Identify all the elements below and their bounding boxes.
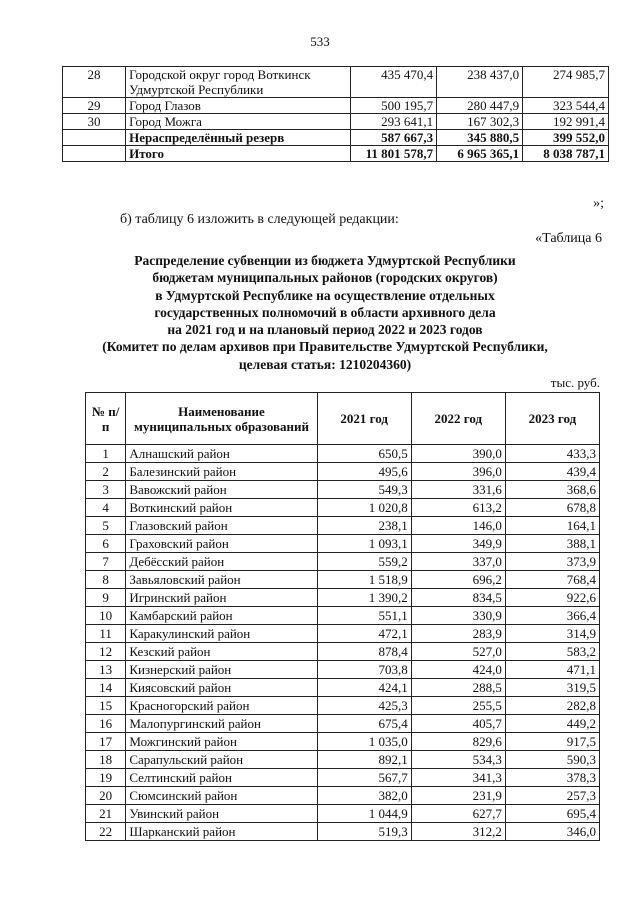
row-value-2022: 288,5: [411, 679, 505, 697]
row-value-2023: 373,9: [505, 553, 599, 571]
table-row: [86, 553, 600, 571]
row-name: Балезинский район: [126, 463, 317, 481]
row-value-2023: 282,8: [505, 697, 599, 715]
top-table-row: [63, 114, 609, 130]
row-value-2022: 312,2: [411, 823, 505, 841]
title-line: в Удмуртской Республике на осуществление отдельных: [155, 287, 495, 303]
top-row-value-2021: 293 641,1: [351, 114, 437, 130]
row-name: Киясовский район: [126, 679, 317, 697]
header-num: № п/п: [86, 393, 126, 445]
row-value-2023: 314,9: [505, 625, 599, 643]
row-value-2021: 1 093,1: [317, 535, 411, 553]
row-value-2021: 567,7: [317, 769, 411, 787]
row-value-2022: 534,3: [411, 751, 505, 769]
row-value-2022: 613,2: [411, 499, 505, 517]
row-name: Сюмсинский район: [126, 787, 317, 805]
row-value-2022: 424,0: [411, 661, 505, 679]
title-line: на 2021 год и на плановый период 2022 и 2023 годов: [167, 322, 483, 338]
row-value-2022: 349,9: [411, 535, 505, 553]
row-value-2022: 283,9: [411, 625, 505, 643]
table-row: [86, 517, 600, 535]
table-row: [86, 823, 600, 841]
row-num: 19: [86, 769, 126, 787]
row-num: 9: [86, 589, 126, 607]
top-row-value-2022: 167 302,3: [437, 114, 523, 130]
table-row: [86, 445, 600, 463]
row-value-2022: 146,0: [411, 517, 505, 535]
table-row: [86, 733, 600, 751]
row-value-2023: 922,6: [505, 589, 599, 607]
title-line: (Комитет по делам архивов при Правительстве Удмуртской Республики,: [102, 339, 548, 355]
row-num: 5: [86, 517, 126, 535]
row-num: 18: [86, 751, 126, 769]
row-value-2023: 368,6: [505, 481, 599, 499]
row-value-2021: 1 020,8: [317, 499, 411, 517]
page-number: 533: [310, 34, 330, 49]
top-row-value-2021: 11 801 578,7: [351, 146, 437, 162]
row-value-2021: 878,4: [317, 643, 411, 661]
unit-label: тыс. руб.: [550, 375, 600, 390]
row-value-2021: 551,1: [317, 607, 411, 625]
row-name: Камбарский район: [126, 607, 317, 625]
top-row-value-2023: 8 038 787,1: [523, 146, 609, 162]
table-label: «Таблица 6: [535, 231, 602, 246]
row-value-2023: 257,3: [505, 787, 599, 805]
table-row: [86, 607, 600, 625]
row-num: 8: [86, 571, 126, 589]
table-row: [86, 679, 600, 697]
row-name: Игринский район: [126, 589, 317, 607]
row-name: Каракулинский район: [126, 625, 317, 643]
row-name: Кизнерский район: [126, 661, 317, 679]
row-num: 3: [86, 481, 126, 499]
row-value-2022: 231,9: [411, 787, 505, 805]
instruction-sentence: б) таблицу 6 изложить в следующей редакции:: [120, 212, 399, 227]
row-num: 15: [86, 697, 126, 715]
row-value-2023: 449,2: [505, 715, 599, 733]
row-value-2021: 703,8: [317, 661, 411, 679]
table-row: [86, 769, 600, 787]
table-row: [86, 751, 600, 769]
top-row-num: 30: [63, 114, 126, 130]
row-num: 13: [86, 661, 126, 679]
top-row-value-2022: 238 437,0: [437, 67, 523, 98]
row-num: 7: [86, 553, 126, 571]
top-row-value-2021: 587 667,3: [351, 130, 437, 146]
row-num: 22: [86, 823, 126, 841]
row-value-2022: 405,7: [411, 715, 505, 733]
row-value-2023: 471,1: [505, 661, 599, 679]
row-num: 20: [86, 787, 126, 805]
row-name: Воткинский район: [126, 499, 317, 517]
row-value-2021: 1 518,9: [317, 571, 411, 589]
row-value-2023: 164,1: [505, 517, 599, 535]
row-value-2023: 319,5: [505, 679, 599, 697]
row-name: Завьяловский район: [126, 571, 317, 589]
table-row: [86, 499, 600, 517]
table-row: [86, 481, 600, 499]
top-table-row: [63, 67, 609, 98]
row-name: Дебёсский район: [126, 553, 317, 571]
row-value-2021: 559,2: [317, 553, 411, 571]
row-value-2021: 382,0: [317, 787, 411, 805]
table-row: [86, 661, 600, 679]
top-row-name: Город Глазов: [126, 98, 351, 114]
top-row-name: Нераспределённый резерв: [126, 130, 351, 146]
top-row-name: Город Можга: [126, 114, 351, 130]
row-num: 4: [86, 499, 126, 517]
row-num: 6: [86, 535, 126, 553]
top-row-num: [63, 130, 126, 146]
top-table: [62, 66, 609, 162]
row-num: 21: [86, 805, 126, 823]
row-value-2021: 1 390,2: [317, 589, 411, 607]
row-num: 10: [86, 607, 126, 625]
table-row: [86, 697, 600, 715]
top-row-value-2023: 399 552,0: [523, 130, 609, 146]
title-line: государственных полномочий в области архивного дела: [154, 304, 496, 320]
row-value-2022: 696,2: [411, 571, 505, 589]
row-name: Вавожский район: [126, 481, 317, 499]
row-value-2022: 527,0: [411, 643, 505, 661]
row-num: 17: [86, 733, 126, 751]
row-value-2021: 1 044,9: [317, 805, 411, 823]
table-row: [86, 571, 600, 589]
row-num: 12: [86, 643, 126, 661]
row-value-2021: 675,4: [317, 715, 411, 733]
row-num: 2: [86, 463, 126, 481]
top-row-value-2022: 280 447,9: [437, 98, 523, 114]
row-value-2022: 627,7: [411, 805, 505, 823]
header-2021: 2021 год: [317, 393, 411, 445]
row-value-2023: 366,4: [505, 607, 599, 625]
row-value-2021: 1 035,0: [317, 733, 411, 751]
table-row: [86, 535, 600, 553]
row-value-2023: 346,0: [505, 823, 599, 841]
row-num: 16: [86, 715, 126, 733]
header-row: [86, 393, 600, 445]
row-name: Малопургинский район: [126, 715, 317, 733]
row-name: Увинский район: [126, 805, 317, 823]
row-num: 11: [86, 625, 126, 643]
row-name: Селтинский район: [126, 769, 317, 787]
row-value-2023: 388,1: [505, 535, 599, 553]
row-value-2021: 495,6: [317, 463, 411, 481]
row-value-2021: 425,3: [317, 697, 411, 715]
row-value-2023: 917,5: [505, 733, 599, 751]
top-row-num: [63, 146, 126, 162]
row-value-2023: 590,3: [505, 751, 599, 769]
row-num: 1: [86, 445, 126, 463]
table-title: [40, 252, 610, 373]
row-name: Шарканский район: [126, 823, 317, 841]
table-row: [86, 805, 600, 823]
row-value-2023: 678,8: [505, 499, 599, 517]
row-value-2022: 396,0: [411, 463, 505, 481]
closing-quote: »;: [593, 196, 604, 211]
row-value-2021: 238,1: [317, 517, 411, 535]
row-value-2022: 829,6: [411, 733, 505, 751]
table-row: [86, 787, 600, 805]
row-num: 14: [86, 679, 126, 697]
row-value-2021: 892,1: [317, 751, 411, 769]
row-value-2022: 330,9: [411, 607, 505, 625]
table-row: [86, 715, 600, 733]
top-row-value-2022: 345 880,5: [437, 130, 523, 146]
row-name: Красногорский район: [126, 697, 317, 715]
table-row: [86, 463, 600, 481]
row-value-2021: 650,5: [317, 445, 411, 463]
row-value-2022: 337,0: [411, 553, 505, 571]
table-row: [86, 625, 600, 643]
top-table-row: [63, 130, 609, 146]
top-row-value-2023: 274 985,7: [523, 67, 609, 98]
row-value-2023: 583,2: [505, 643, 599, 661]
top-row-value-2023: 323 544,4: [523, 98, 609, 114]
row-value-2021: 424,1: [317, 679, 411, 697]
row-value-2022: 255,5: [411, 697, 505, 715]
row-name: Сарапульский район: [126, 751, 317, 769]
top-row-name: Итого: [126, 146, 351, 162]
row-value-2023: 433,3: [505, 445, 599, 463]
row-name: Глазовский район: [126, 517, 317, 535]
main-table: [85, 392, 600, 841]
top-table-row: [63, 146, 609, 162]
row-value-2023: 378,3: [505, 769, 599, 787]
row-value-2023: 768,4: [505, 571, 599, 589]
row-name: Кезский район: [126, 643, 317, 661]
top-table-row: [63, 98, 609, 114]
top-row-name: Городской округ город Воткинск Удмуртской Республики: [126, 67, 351, 98]
top-row-value-2021: 500 195,7: [351, 98, 437, 114]
row-value-2022: 331,6: [411, 481, 505, 499]
row-value-2023: 439,4: [505, 463, 599, 481]
row-value-2021: 519,3: [317, 823, 411, 841]
header-2023: 2023 год: [505, 393, 599, 445]
top-row-num: 29: [63, 98, 126, 114]
top-row-value-2021: 435 470,4: [351, 67, 437, 98]
title-line: Распределение субвенции из бюджета Удмуртской Республики: [134, 253, 516, 268]
title-line: бюджетам муниципальных районов (городских округов): [152, 270, 498, 286]
row-value-2023: 695,4: [505, 805, 599, 823]
row-value-2022: 834,5: [411, 589, 505, 607]
top-row-num: 28: [63, 67, 126, 98]
header-2022: 2022 год: [411, 393, 505, 445]
row-name: Алнашский район: [126, 445, 317, 463]
top-row-value-2022: 6 965 365,1: [437, 146, 523, 162]
row-value-2021: 472,1: [317, 625, 411, 643]
table-row: [86, 643, 600, 661]
row-value-2022: 390,0: [411, 445, 505, 463]
top-row-value-2023: 192 991,4: [523, 114, 609, 130]
row-value-2022: 341,3: [411, 769, 505, 787]
title-line: целевая статья: 1210204360): [238, 356, 412, 372]
table-row: [86, 589, 600, 607]
row-value-2021: 549,3: [317, 481, 411, 499]
row-name: Можгинский район: [126, 733, 317, 751]
header-name: Наименование муниципальных образований: [126, 393, 317, 445]
row-name: Граховский район: [126, 535, 317, 553]
